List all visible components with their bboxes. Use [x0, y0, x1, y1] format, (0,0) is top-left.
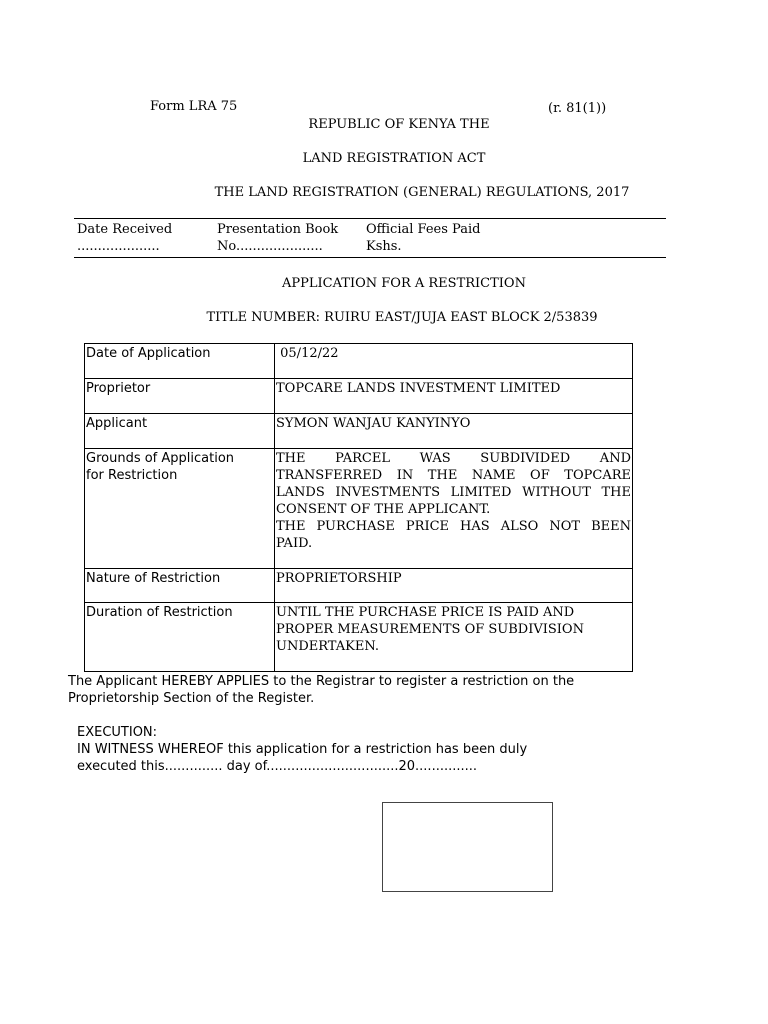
duration-line: UNTIL THE PURCHASE PRICE IS PAID AND [276, 605, 575, 620]
heading-regulations: THE LAND REGISTRATION (GENERAL) REGULATIONS, 2017 [214, 185, 630, 200]
intake-strip [74, 218, 666, 258]
table-row [85, 603, 633, 672]
grounds-line: LANDS INVESTMENTS LIMITED WITHOUT THE [276, 485, 631, 500]
table-row [85, 449, 633, 569]
date-received-field [77, 221, 172, 255]
applicant-label: Applicant [85, 414, 275, 449]
rule-reference: (r. 81(1)) [548, 101, 607, 116]
date-of-application-value [275, 344, 633, 379]
grounds-label-line: Grounds of Application [86, 451, 235, 466]
witness-keyword: IN WITNESS WHEREOF [77, 742, 224, 757]
grounds-line: TRANSFERRED IN THE NAME OF TOPCARE [276, 468, 631, 483]
duration-of-restriction-label: Duration of Restriction [85, 603, 275, 672]
grounds-line: PAID. [276, 536, 313, 551]
table-row [85, 379, 633, 414]
application-details-table [84, 343, 633, 672]
heading-republic: REPUBLIC OF KENYA THE [308, 117, 490, 132]
grounds-line: CONSENT OF THE APPLICANT. [276, 502, 491, 517]
nature-of-restriction-value: PROPRIETORSHIP [275, 569, 633, 603]
table-row [85, 344, 633, 379]
applies-statement [68, 673, 668, 707]
presentation-book-label: Presentation Book [217, 222, 339, 237]
applies-text: to the Registrar to register a restriction on the [269, 674, 575, 689]
applies-line [68, 673, 668, 690]
date-received-value: .................... [77, 239, 160, 254]
duration-line: PROPER MEASUREMENTS OF SUBDIVISION [276, 622, 584, 637]
heading-act: LAND REGISTRATION ACT [302, 151, 486, 166]
table-row [85, 569, 633, 603]
official-fees-label: Official Fees Paid [366, 222, 481, 237]
applicant-value: SYMON WANJAU KANYINYO [275, 414, 633, 449]
presentation-book-value: No..................... [217, 239, 323, 254]
official-fees-field [366, 221, 480, 255]
title-number: TITLE NUMBER: RUIRU EAST/JUJA EAST BLOCK 2/53839 [206, 310, 598, 325]
proprietor-label: Proprietor [85, 379, 275, 414]
grounds-label [85, 449, 275, 569]
grounds-value [275, 449, 633, 569]
execution-line [77, 741, 677, 758]
duration-of-restriction-value [275, 603, 633, 672]
table-row [85, 414, 633, 449]
applies-line: Proprietorship Section of the Register. [68, 691, 315, 706]
signature-box [382, 802, 553, 892]
applies-keyword: APPLIES [217, 674, 270, 689]
applies-text: The Applicant HEREBY [68, 674, 218, 689]
execution-date-line: executed this.............. day of................................20............... [77, 759, 478, 774]
grounds-label-line: for Restriction [86, 468, 178, 483]
nature-of-restriction-label: Nature of Restriction [85, 569, 275, 603]
execution-block [77, 724, 677, 775]
duration-line: UNDERTAKEN. [276, 639, 380, 654]
form-id: Form LRA 75 [150, 99, 238, 114]
proprietor-value: TOPCARE LANDS INVESTMENT LIMITED [275, 379, 633, 414]
grounds-line: THE PARCEL WAS SUBDIVIDED AND [276, 451, 631, 466]
date-received-label: Date Received [77, 222, 173, 237]
execution-heading: EXECUTION: [77, 725, 158, 740]
execution-text: this application for a restriction has been duly [223, 742, 528, 757]
application-title: APPLICATION FOR A RESTRICTION [282, 276, 526, 291]
presentation-book-field [217, 221, 338, 255]
date-of-application-label: Date of Application [85, 344, 275, 379]
grounds-line: THE PURCHASE PRICE HAS ALSO NOT BEEN [276, 519, 631, 534]
date-value-text: 05/12/22 [280, 346, 339, 361]
official-fees-value: Kshs. [366, 239, 402, 254]
